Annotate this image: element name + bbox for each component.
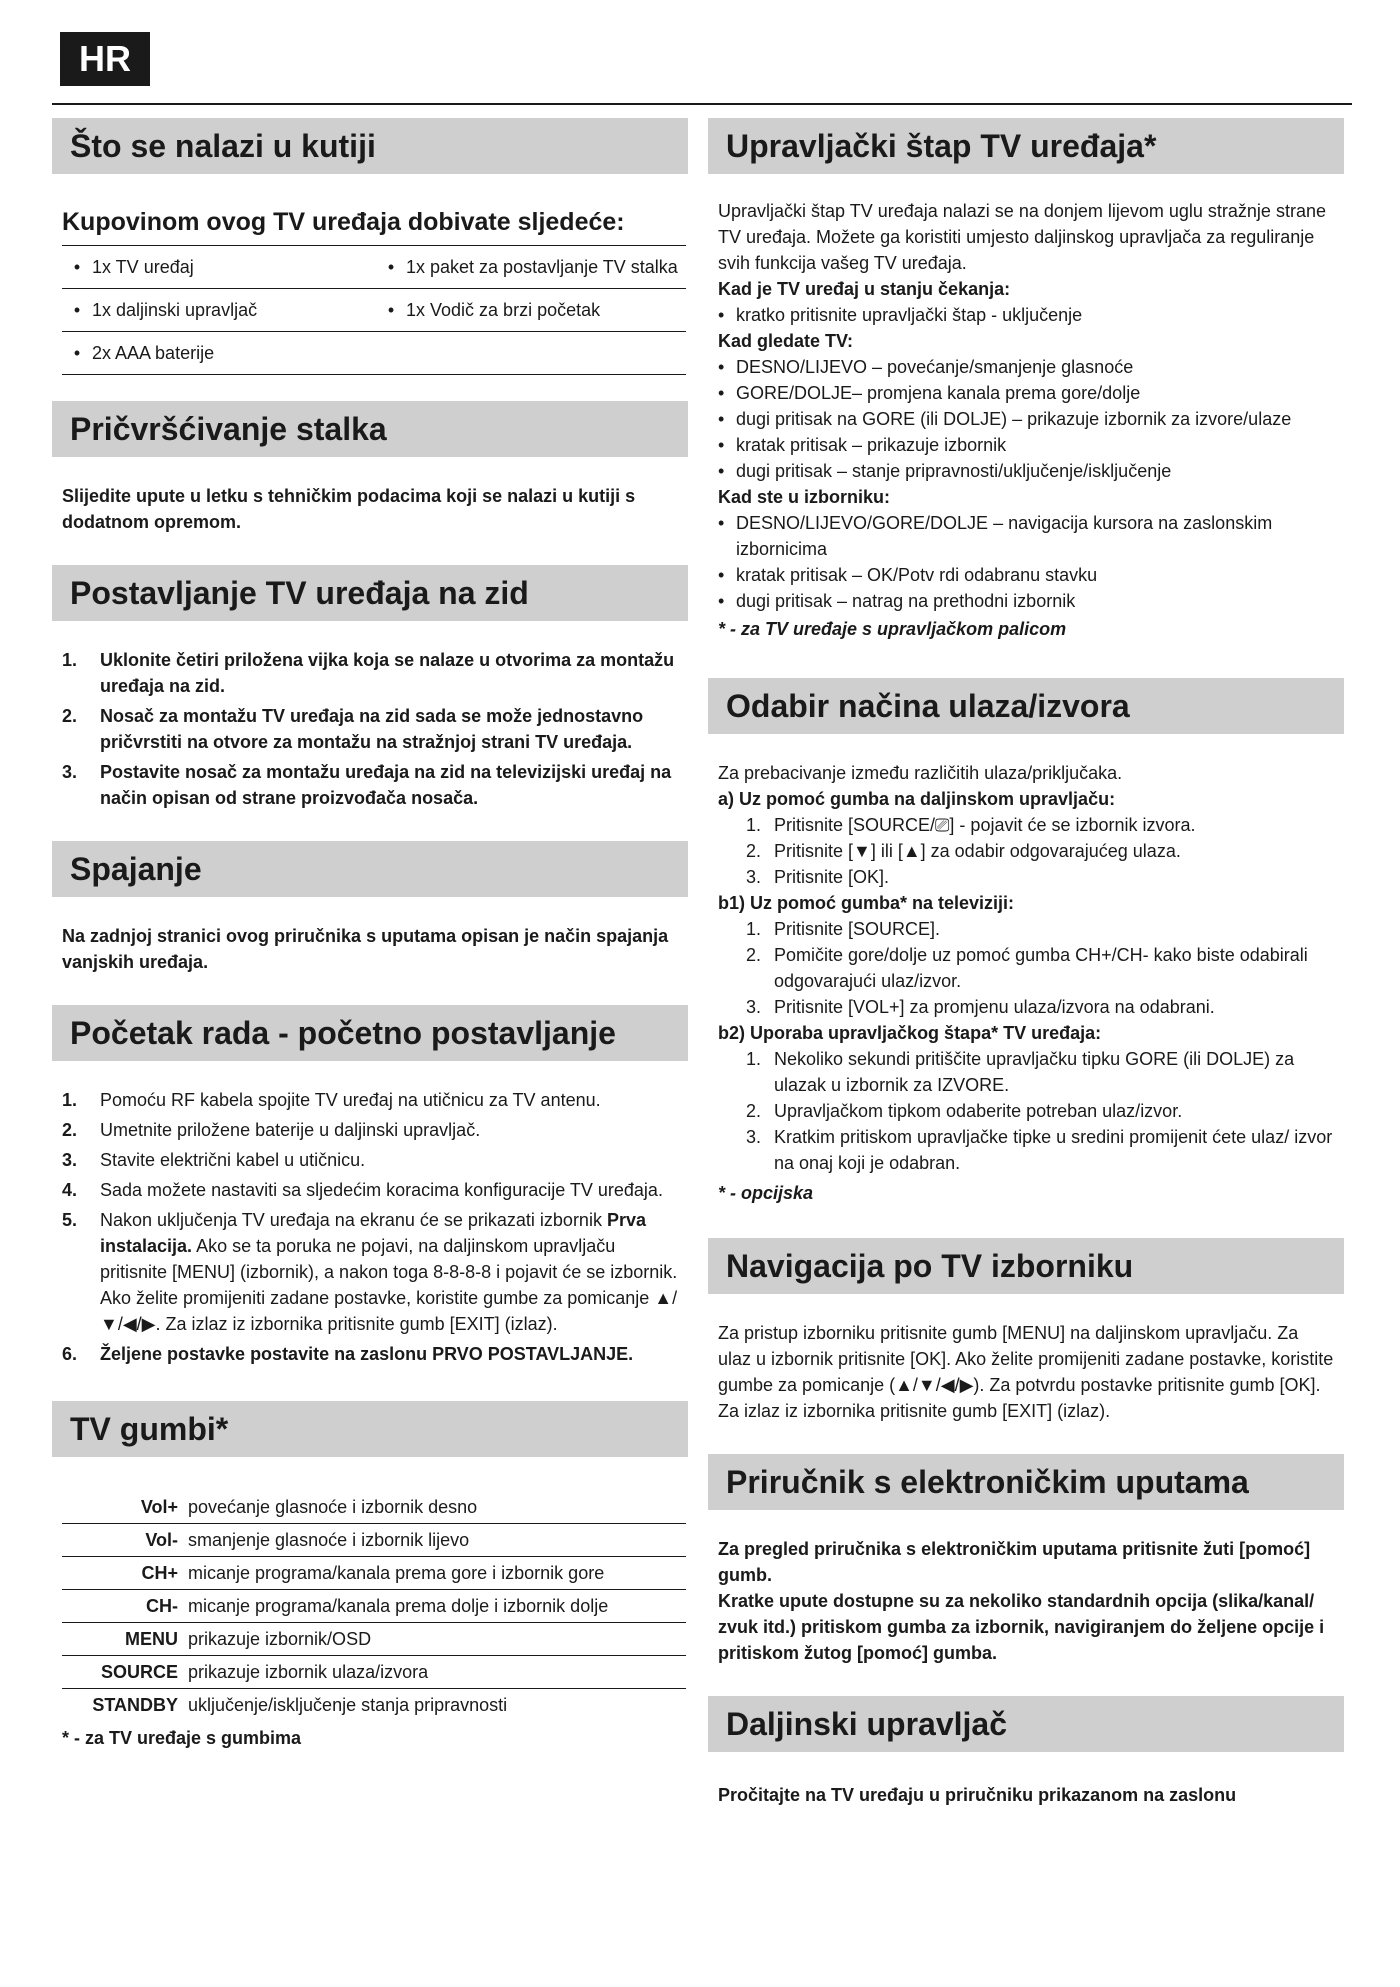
box-item: 1x TV uređaj — [92, 257, 194, 277]
header-rule — [52, 103, 1352, 105]
box-subtitle: Kupovinom ovog TV uređaja dobivate sljedeće: — [62, 208, 625, 236]
buttons-note: * - za TV uređaje s gumbima — [62, 1728, 302, 1748]
section-title-stand: Pričvršćivanje stalka — [52, 401, 688, 457]
list-item: 1. Pritisnite [SOURCE]. — [746, 919, 941, 939]
list-item: • GORE/DOLJE– promjena kanala prema gore/dolje — [718, 383, 1141, 403]
section-title-joystick: Upravljački štap TV uređaja* — [708, 118, 1344, 174]
section-title-box: Što se nalazi u kutiji — [52, 118, 688, 174]
section-title-wall: Postavljanje TV uređaja na zid — [52, 565, 688, 621]
input-subheading: a) Uz pomoć gumba na daljinskom upravljaču: — [718, 789, 1116, 809]
remote-text: Pročitajte na TV uređaju u priručniku prikazanom na zaslonu — [718, 1785, 1237, 1805]
table-row: Vol+ povećanje glasnoće i izbornik desno — [62, 1491, 686, 1524]
list-item: 1. Nekoliko sekundi pritiščite upravljačku tipku GORE (ili DOLJE) za ulazak u izbornik za IZVORE. — [746, 1049, 1295, 1095]
section-title-connect: Spajanje — [52, 841, 688, 897]
list-item: 5. Nakon uključenja TV uređaja na ekranu će se prikazati izbornik Prva instalacija. Ako se ta poruka ne pojavi, na daljinskom upravljaču pritisnite [MENU] (izbornik), a nakon toga 8-8-8-8 i pojavit će se izbornik. Ako želite promijeniti zadane postavke, koristite gumbe za pomicanje ▲/▼/◀/▶. Za izlaz iz izbornika pritisnite gumb [EXIT] (izlaz). — [62, 1210, 678, 1334]
list-item: 3. Pritisnite [OK]. — [746, 867, 890, 887]
list-item: 3. Stavite električni kabel u utičnicu. — [62, 1150, 366, 1170]
joystick-heading: Kad je TV uređaj u stanju čekanja: — [718, 279, 1011, 299]
list-item: • kratko pritisnite upravljački štap - uključenje — [718, 305, 1083, 325]
list-item: 4. Sada možete nastaviti sa sljedećim koracima konfiguracije TV uređaja. — [62, 1180, 663, 1200]
section-title-remote: Daljinski upravljač — [708, 1696, 1344, 1752]
joystick-standby-list — [718, 302, 1334, 328]
nav-text: Za pristup izborniku pritisnite gumb [MENU] na daljinskom upravljaču. Za ulaz u izbornik pritisnite [OK]. Ako želite promijeniti zadane postavke, koristite gumbe za pomicanje (▲/▼/◀/▶). Za potvrdu postavke pritisnite gumb [OK]. Za izlaz iz izbornika pritisnite gumb [EXIT] (izlaz). — [718, 1323, 1334, 1421]
list-item: • DESNO/LIJEVO – povećanje/smanjenje glasnoće — [718, 357, 1134, 377]
table-row: Vol- smanjenje glasnoće i izbornik lijevo — [62, 1524, 686, 1557]
box-item: 1x daljinski upravljač — [92, 300, 258, 320]
joystick-note: * - za TV uređaje s upravljačkom palicom — [718, 619, 1067, 639]
left-column — [52, 118, 688, 1751]
joystick-heading: Kad gledate TV: — [718, 331, 854, 351]
right-column — [708, 118, 1344, 1808]
list-item: 2. Pomičite gore/dolje uz pomoć gumba CH+/CH- kako biste odabirali odgovarajući ulaz/izvor. — [746, 945, 1308, 991]
table-row: MENU prikazuje izbornik/OSD — [62, 1623, 686, 1656]
setup-steps — [62, 1087, 678, 1367]
connect-text: Na zadnjoj stranici ovog priručnika s uputama opisan je način spajanja vanjskih uređaja. — [62, 926, 669, 972]
input-note: * - opcijska — [718, 1183, 814, 1203]
table-row: • 2x AAA baterije — [62, 332, 686, 375]
section-title-input: Odabir načina ulaza/izvora — [708, 678, 1344, 734]
list-item: 3. Kratkim pritiskom upravljačke tipke u sredini promijenit ćete ulaz/ izvor na onaj koji je odabran. — [746, 1127, 1333, 1173]
list-item: • dugi pritisak – natrag na prethodni izbornik — [718, 591, 1076, 611]
table-row: • 1x TV uređaj • 1x paket za postavljanje TV stalka — [62, 246, 686, 289]
table-row: STANDBY uključenje/isključenje stanja pripravnosti — [92, 1695, 508, 1715]
input-subheading: b1) Uz pomoć gumba* na televiziji: — [718, 893, 1015, 913]
list-item: 1. Pomoću RF kabela spojite TV uređaj na utičnicu za TV antenu. — [62, 1090, 601, 1110]
list-item: • dugi pritisak – stanje pripravnosti/uključenje/isključenje — [718, 461, 1172, 481]
emanual-text: Za pregled priručnika s elektroničkim uputama pritisnite žuti [pomoć] gumb. Kratke upute dostupne su za nekoliko standardnih opcija (slika/kanal/ zvuk itd.) pritiskom gumba za izbornik, navigiranjem do željene opcije i pritiskom žutog [pomoć] gumba. — [718, 1539, 1325, 1663]
list-item: 3. Pritisnite [VOL+] za promjenu ulaza/izvora na odabrani. — [746, 997, 1215, 1017]
list-item: 6. Željene postavke postavite na zaslonu PRVO POSTAVLJANJE. — [62, 1344, 634, 1364]
table-row: CH- micanje programa/kanala prema dolje i izbornik dolje — [62, 1590, 686, 1623]
list-item: • kratak pritisak – OK/Potv rdi odabranu stavku — [718, 565, 1098, 585]
list-item: • DESNO/LIJEVO/GORE/DOLJE – navigacija kursora na zaslonskim izbornicima — [718, 513, 1273, 559]
input-tv-button-steps — [718, 916, 1334, 1020]
joystick-menu-list — [718, 510, 1334, 614]
box-contents-table — [62, 245, 686, 375]
joystick-intro: Upravljački štap TV uređaja nalazi se na donjem lijevom uglu stražnje strane TV uređaja. Možete ga koristiti umjesto daljinskog upravljača za reguliranje svih funkcija vašeg TV uređaja. — [718, 201, 1326, 273]
language-badge: HR — [60, 32, 150, 86]
table-row: • 1x daljinski upravljač • 1x Vodič za brzi početak — [62, 289, 686, 332]
box-item: 1x Vodič za brzi početak — [406, 300, 601, 320]
input-joystick-steps — [718, 1046, 1334, 1176]
section-title-setup: Početak rada - početno postavljanje — [52, 1005, 688, 1061]
table-row: CH+ micanje programa/kanala prema gore i izbornik gore — [62, 1557, 686, 1590]
input-remote-steps — [718, 812, 1334, 890]
box-item: 1x paket za postavljanje TV stalka — [406, 257, 678, 277]
joystick-watching-list — [718, 354, 1334, 484]
tv-buttons-table — [62, 1491, 686, 1721]
list-item: 2. Upravljačkom tipkom odaberite potreban ulaz/izvor. — [746, 1101, 1183, 1121]
list-item: 2. Pritisnite [▼] ili [▲] za odabir odgovarajućeg ulaza. — [746, 841, 1181, 861]
section-title-emanual: Priručnik s elektroničkim uputama — [708, 1454, 1344, 1510]
input-subheading: b2) Uporaba upravljačkog štapa* TV uređaja: — [718, 1023, 1102, 1043]
list-item: • dugi pritisak na GORE (ili DOLJE) – prikazuje izbornik za izvore/ulaze — [718, 409, 1292, 429]
list-item: 2. Umetnite priložene baterije u daljinski upravljač. — [62, 1120, 481, 1140]
wall-steps — [62, 647, 678, 811]
box-item: 2x AAA baterije — [92, 343, 215, 363]
joystick-heading: Kad ste u izborniku: — [718, 487, 891, 507]
list-item: 1. Uklonite četiri priložena vijka koja se nalaze u otvorima za montažu uređaja na zid. — [62, 650, 675, 696]
stand-text: Slijedite upute u letku s tehničkim podacima koji se nalazi u kutiji s dodatnom opremom. — [62, 486, 636, 532]
list-item: 1. Pritisnite [SOURCE/⎚] - pojavit će se izbornik izvora. — [746, 815, 1196, 835]
list-item: 3. Postavite nosač za montažu uređaja na zid na televizijski uređaj na način opisan od strane proizvođača nosača. — [62, 762, 672, 808]
section-title-nav: Navigacija po TV izborniku — [708, 1238, 1344, 1294]
section-title-buttons: TV gumbi* — [52, 1401, 688, 1457]
list-item: • kratak pritisak – prikazuje izbornik — [718, 435, 1007, 455]
list-item: 2. Nosač za montažu TV uređaja na zid sada se može jednostavno pričvrstiti na otvore za montažu na stražnjoj strani TV uređaja. — [62, 706, 644, 752]
table-row: SOURCE prikazuje izbornik ulaza/izvora — [62, 1656, 686, 1689]
input-intro: Za prebacivanje između različitih ulaza/priključaka. — [718, 763, 1123, 783]
